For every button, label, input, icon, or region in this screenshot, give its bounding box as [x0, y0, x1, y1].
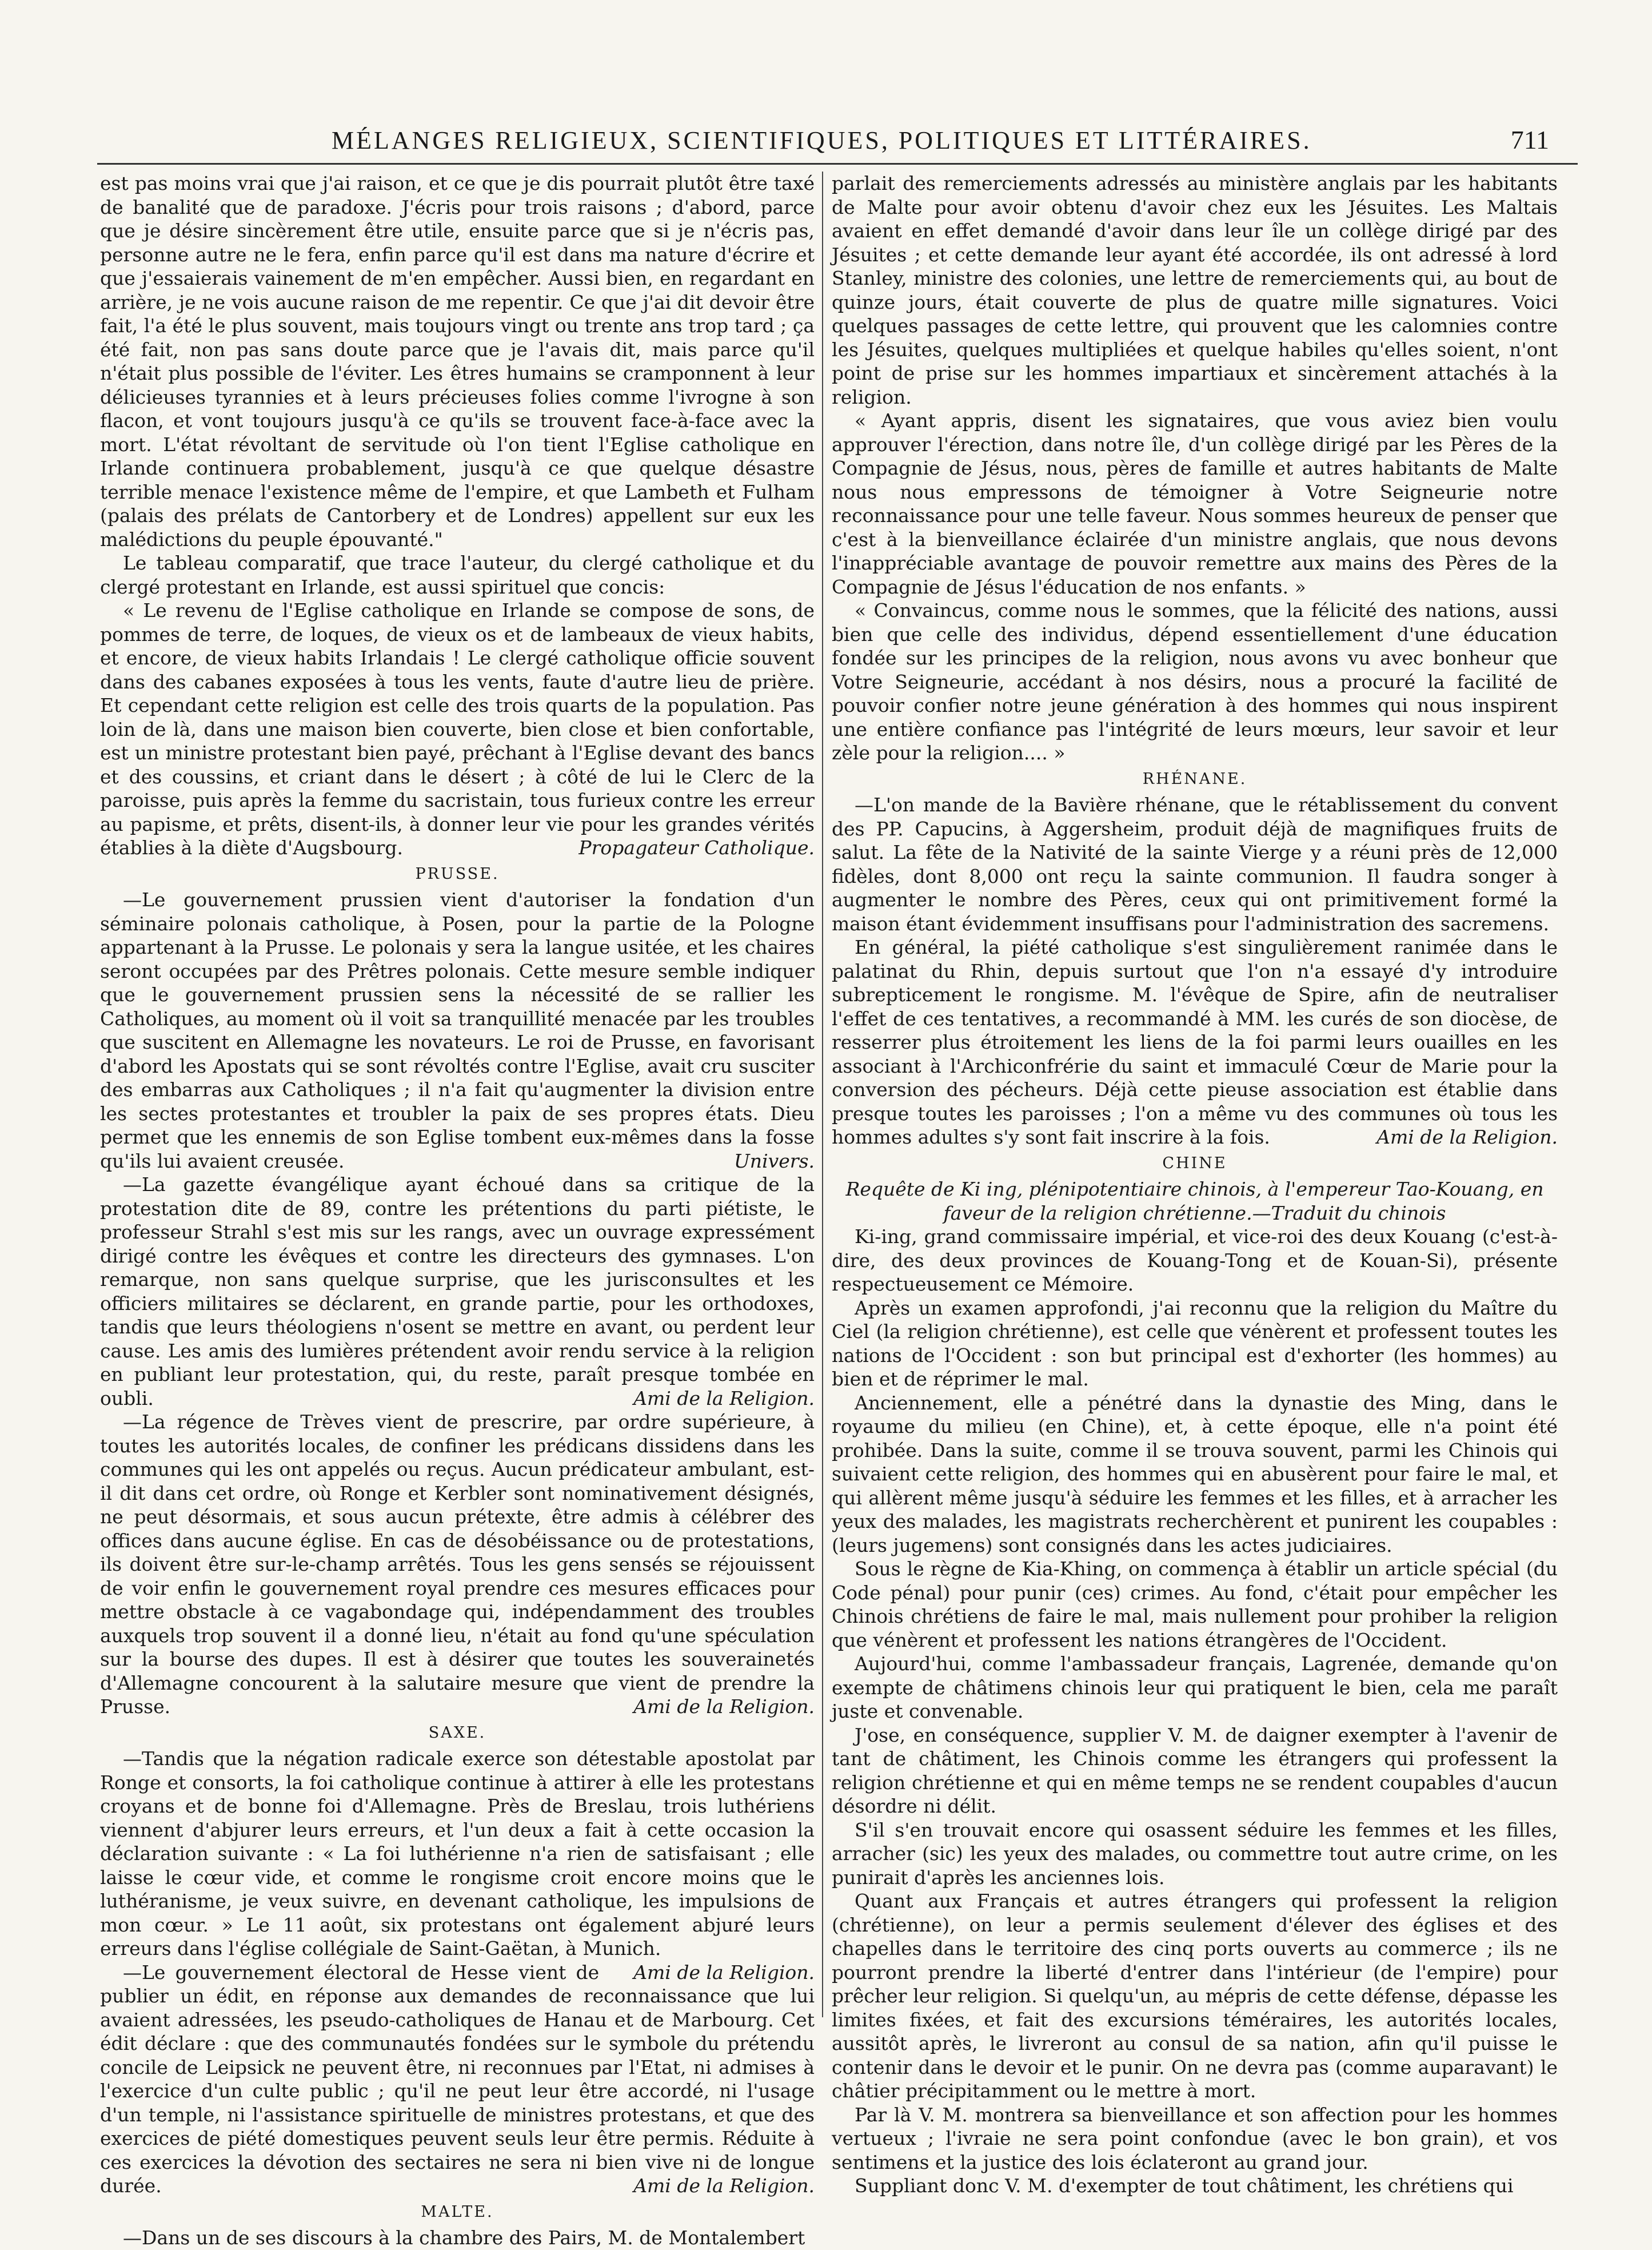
- right-column: [832, 172, 1558, 2197]
- article-subtitle: Requête de Ki ing, plénipotentiaire chinois, à l'empereur Tao-Kouang, en faveur de la religion chrétienne.—Traduit du chinois: [845, 1178, 1544, 1224]
- section-heading-chine: CHINE: [1162, 1154, 1227, 1172]
- quote-paragraph: « Convaincus, comme nous le sommes, que la félicité des nations, aussi bien que celle des individus, dépend essentiellement d'une éducation fondée sur les principes de la religion, nous avons vu avec bonheur que Votre Seigneurie, accédant à nos désirs, nous a procuré la facilité de pouvoir confier notre jeune génération à des hommes qui nous inspirent une entière confiance pas l'intégrité de leurs mœurs, leur savoir et leur zèle pour la religion.... »: [832, 599, 1558, 764]
- page-number: 711: [1510, 125, 1549, 154]
- article-paragraph: Aujourd'hui, comme l'ambassadeur français, Lagrenée, demande qu'on exempte de châtimens chinois leur qui pratiquent le bien, cela me paraît juste et convenable.: [832, 1652, 1558, 1722]
- article-paragraph: Anciennement, elle a pénétré dans la dynastie des Ming, dans le royaume du milieu (en Chine), et, à cette époque, elle n'a point été prohibée. Dans la suite, comme il se trouva souvent, parmi les Chinois qui suivaient cette religion, des hommes qui en abusèrent pour faire le mal, et qui allèrent même jusqu'à séduire les femmes et les filles, et à arracher les yeux des malades, les magistrats recherchèrent et punirent les coupables : (leurs jugemens) sont consignés dans les actes judiciaires.: [832, 1391, 1558, 1556]
- article-text: —Le gouvernement électoral de Hesse vient de publier un édit, en réponse aux demandes de reconnaissance que lui avaient adressées, les pseudo-catholiques de Hanau et de Marbourg. Cet édit déclare : que des communautés fondées sur le symbole du prétendu concile de Leipsick ne peuvent être, ni reconnues par l'Etat, ni admises à l'exercice d'un culte public ; qu'il ne peut leur être accordé, ni l'usage d'un temple, ni l'assistance spirituelle de ministres protestans, et que des exercices de piété domestiques peuvent seuls leur être permis. Réduite à ces exercices la dévotion des sectaires ne sera ni bien vive ni de longue durée.: [100, 1961, 815, 2197]
- section-heading-rhenane: RHÉNANE.: [1142, 770, 1247, 788]
- quote-text: « Le revenu de l'Eglise catholique en Irlande se compose de sons, de pommes de terre, de loques, de vieux os et de lambeaux de vieux habits, et encore, de vieux habits Irlandais ! Le clergé catholique officie souvent dans des cabanes exposées à tous les vents, faute d'autre lieu de prière. Et cependant cette religion est celle des trois quarts de la population. Pas loin de là, dans une maison bien couverte, bien close et bien confortable, est un ministre protestant bien payé, prêchant à l'Eglise devant des bancs et des coussins, et criant dans le désert ; à côté de lui le Clerc de la paroisse, puis après la femme du sacristain, tous furieux contre les erreur au papisme, et prêts, disent-ils, à donner leur vie pour les grandes vérités établies à la diète d'Augsbourg.: [100, 599, 815, 859]
- source-credit: Ami de la Religion.: [1376, 1126, 1558, 1148]
- article-text: —La gazette évangélique ayant échoué dans sa critique de la protestation dite de 89, contre les prétentions du parti piétiste, le professeur Strahl s'est mis sur les rangs, avec un ouvrage expressément dirigé contre les évêques et contre les directeurs des gymnases. L'on remarque, non sans quelque surprise, que les jurisconsultes et les officiers militaires se déclarent, en grande partie, pour les orthodoxes, tandis que leurs théologiens n'osent se mettre en avant, ou perdent leur cause. Les amis des lumières prétendent avoir rendu service à la religion en publiant leur protestation, qui, du reste, paraît presque tombée en oubli.: [100, 1173, 815, 1409]
- article-text: —Tandis que la négation radicale exerce son détestable apostolat par Ronge et consorts, la foi catholique continue à attirer à elle les protestans croyans et de bonne foi d'Allemagne. Près de Breslau, trois luthériens viennent d'abjurer leurs erreurs, et l'un deux a fait à cette occasion la déclaration suivante : « La foi luthérienne n'a rien de satisfaisant ; elle laisse le cœur vide, et comme le rongisme croit encore moins que le luthéranisme, je veux suivre, en devenant catholique, les impulsions de mon cœur. » Le 11 août, six protestans ont également abjuré leurs erreurs dans l'église collégiale de Saint-Gaëtan, à Munich.: [100, 1747, 815, 1960]
- article-paragraph: [832, 935, 1558, 1149]
- article-paragraph: est pas moins vrai que j'ai raison, et ce que je dis pourrait plutôt être taxé de banalité que de paradoxe. J'écris pour trois raisons ; d'abord, parce que je désire sincèrement être utile, ensuite parce que si je n'écris pas, personne autre ne le fera, enfin parce qu'il est dans ma nature d'écrire et que j'essaierais vainement de m'en empêcher. Aussi bien, en regardant en arrière, je ne vois aucune raison de me repentir. Ce que j'ai dit devoir être fait, l'a été le plus souvent, mais toujours vingt ou trente ans trop tard ; ça été fait, non pas sans doute parce que je l'avais dit, mais parce qu'il n'était plus possible de l'éviter. Les êtres humains se cramponnent à leur délicieuses tyrannies et à leurs précieuses folies comme l'ivrogne à son flacon, et vont toujours jusqu'à ce qu'ils se trouvent face-à-face avec la mort. L'état révoltant de servitude où l'on tient l'Eglise catholique en Irlande continuera probablement, jusqu'à ce que quelque désastre terrible menace l'existence même de l'empire, et que Lambeth et Fulham (palais des prélats de Cantorbery et de Londres) appellent sur eux les malédictions du peuple épouvanté.": [100, 172, 815, 551]
- article-paragraph: —L'on mande de la Bavière rhénane, que le rétablissement du convent des PP. Capucins, à Aggersheim, produit déjà de magnifiques fruits de salut. La fête de la Nativité de la sainte Vierge y a réuni près de 12,000 fidèles, dont 8,000 ont reçu la sainte communion. Il faudra songer à augmenter le nombre des Pères, ceux qui ont primitivement formé la maison étant évidemment insuffisans pour l'administration des sacremens.: [832, 794, 1558, 935]
- header-rule: [97, 163, 1578, 165]
- article-paragraph: J'ose, en conséquence, supplier V. M. de daigner exempter à l'avenir de tant de châtiment, les Chinois comme les étrangers qui professent la religion chrétienne et qui en même temps ne se rendent coupables d'aucun désordre ni délit.: [832, 1723, 1558, 1817]
- article-text: En général, la piété catholique s'est singulièrement ranimée dans le palatinat du Rhin, depuis surtout que l'on n'a essayé d'y introduire subrepticement le rongisme. M. l'évêque de Spire, afin de neutraliser l'effet de ces tentatives, a recommandé à MM. les curés de son diocèse, de resserrer plus étroitement les liens de la foi parmi leurs ouailles en les associant à l'Archiconfrérie du saint et immaculé Cœur de Marie pour la conversion des pécheurs. Déjà cette pieuse association est établie dans presque toutes les paroisses ; l'on a même vu des communes où tous les hommes adultes s'y sont fait inscrire à la fois.: [832, 936, 1558, 1148]
- article-paragraph: Par là V. M. montrera sa bienveillance et son affection pour les hommes vertueux ; l'ivraie ne sera point confondue (avec le bon grain), et vos sentimens et la justice des lois éclateront au grand jour.: [832, 2103, 1558, 2173]
- running-title: MÉLANGES RELIGIEUX, SCIENTIFIQUES, POLITIQUES ET LITTÉRAIRES.: [332, 126, 1312, 154]
- source-credit: Ami de la Religion.: [633, 1961, 815, 1984]
- article-paragraph: [100, 888, 815, 1173]
- source-credit: Univers.: [734, 1149, 815, 1172]
- article-paragraph: [100, 1747, 815, 1984]
- left-column: [100, 172, 815, 2249]
- article-paragraph: [100, 1961, 815, 2198]
- page-header: [332, 114, 1583, 166]
- article-paragraph: [100, 1173, 815, 1410]
- quote-paragraph: « Ayant appris, disent les signataires, que vous aviez bien voulu approuver l'érection, dans notre île, d'un collège dirigé par les Pères de la Compagnie de Jésus, nous, pères de famille et autres habitants de Malte nous nous empressons de témoigner à Votre Seigneurie notre reconnaissance pour une telle faveur. Nous sommes heureux de penser que c'est à la bienveillance éclairée d'un ministre anglais, que nous devons l'inappréciable avantage de pouvoir remettre aux mains des Pères de la Compagnie de Jésus l'éducation de nos enfants. »: [832, 409, 1558, 598]
- article-paragraph: Quant aux Français et autres étrangers qui professent la religion (chrétienne), on leur a permis seulement d'élever des églises et des chapelles dans le territoire des cinq ports ouverts au commerce ; ils ne pourront prendre la liberté d'entrer dans l'intérieur (de l'empire) pour prêcher leur religion. Si quelqu'un, au mépris de cette défense, dépasse les limites fixées, et fait des excursions téméraires, les autorités locales, aussitôt après, le livreront au consul de sa nation, afin qu'il puisse le contenir dans le devoir et le punir. On ne devra pas (comme auparavant) le châtier précipitamment ou le mettre à mort.: [832, 1890, 1558, 2102]
- article-paragraph: S'il s'en trouvait encore qui osassent séduire les femmes et les filles, arracher (sic) les yeux des malades, ou commettre tout autre crime, on les punirait d'après les anciennes lois.: [832, 1818, 1558, 1889]
- article-paragraph: [100, 1410, 815, 1719]
- section-heading-malte: MALTE.: [421, 2203, 494, 2221]
- article-paragraph: Après un examen approfondi, j'ai reconnu que la religion du Maître du Ciel (la religion chrétienne), est celle que vénèrent et professent toutes les nations de l'Occident : son but principal est d'exhorter (les hommes) au bien et de réprimer le mal.: [832, 1296, 1558, 1390]
- article-paragraph: Suppliant donc V. M. d'exempter de tout châtiment, les chrétiens qui: [855, 2175, 1514, 2197]
- source-credit: Ami de la Religion.: [633, 2175, 815, 2197]
- article-paragraph: Sous le règne de Kia-Khing, on commença à établir un article spécial (du Code pénal) pour punir (ces) crimes. Au fond, c'était pour empêcher les Chinois chrétiens de faire le mal, mais nullement pour prohiber la religion que vénèrent et professent les nations étrangères de l'Occident.: [832, 1558, 1558, 1651]
- quote-paragraph: [100, 599, 815, 860]
- column-divider: [822, 172, 823, 2017]
- article-paragraph: Le tableau comparatif, que trace l'auteur, du clergé catholique et du clergé protestant en Irlande, est aussi spirituel que concis:: [100, 552, 815, 598]
- section-heading-saxe: SAXE.: [428, 1723, 486, 1742]
- source-credit: Ami de la Religion.: [633, 1387, 815, 1409]
- article-paragraph: parlait des remerciements adressés au ministère anglais par les habitants de Malte pour avoir obtenu d'avoir chez eux les Jésuites. Les Maltais avaient en effet demandé d'avoir dans leur île un collège dirigé par des Jésuites ; et cette demande leur ayant été accordée, ils ont adressé à lord Stanley, ministre des colonies, une lettre de remerciements qui, au bout de quinze jours, était couverte de plus de quatre mille signatures. Voici quelques passages de cette lettre, qui prouvent que les calomnies contre les Jésuites, quelques multipliées et quelque habiles qu'elles soient, n'ont point de prise sur les hommes impartiaux et sincèrement attachés à la religion.: [832, 172, 1558, 408]
- article-text: —La régence de Trèves vient de prescrire, par ordre supérieure, à toutes les autorités locales, de confiner les prédicans dissidens dans les communes qui les ont appelés ou reçus. Aucun prédicateur ambulant, est-il dit dans cet ordre, où Ronge et Kerbler sont nominativement désignés, ne peut désormais, et sous aucun prétexte, être admis à célébrer des offices dans aucune église. En cas de désobéissance ou de protestations, ils doivent être sur-le-champ arrêtés. Tous les gens sensés se réjouissent de voir enfin le gouvernement royal prendre ces mesures efficaces pour mettre obstacle à ce vagabondage qui, indépendamment des troubles auxquels trop souvent il a donné lieu, n'était au fond qu'une spéculation sur la bourse des dupes. Il est à désirer que toutes les souverainetés d'Allemagne concourent à la salutaire mesure que vient de prendre la Prusse.: [100, 1411, 815, 1718]
- section-heading-prusse: PRUSSE.: [415, 865, 500, 883]
- article-paragraph: —Dans un de ses discours à la chambre des Pairs, M. de Montalembert: [123, 2227, 805, 2249]
- source-credit: Ami de la Religion.: [633, 1695, 815, 1718]
- source-credit: Propagateur Catholique.: [578, 837, 815, 859]
- article-text: —Le gouvernement prussien vient d'autoriser la fondation d'un séminaire polonais catholique, à Posen, pour la partie de la Pologne appartenant à la Prusse. Le polonais y sera la langue usitée, et les chaires seront occupées par des Prêtres polonais. Cette mesure semble indiquer que le gouvernement prussien sens la nécessité de se rallier les Catholiques, au moment où il voit sa tranquillité menacée par les troubles que suscitent en Allemagne les novateurs. Le roi de Prusse, en favorisant d'abord les Apostats qui se sont révoltés contre l'Eglise, avait cru susciter des embarras aux Catholiques ; il n'a fait qu'augmenter la division entre les sectes protestantes et troubler la paix de ses propres états. Dieu permet que les ennemis de son Eglise tombent eux-mêmes dans la fosse qu'ils lui avaient creusée.: [100, 889, 815, 1172]
- article-paragraph: Ki-ing, grand commissaire impérial, et vice-roi des deux Kouang (c'est-à-dire, des deux provinces de Kouang-Tong et de Kouan-Si), présente respectueusement ce Mémoire.: [832, 1225, 1558, 1295]
